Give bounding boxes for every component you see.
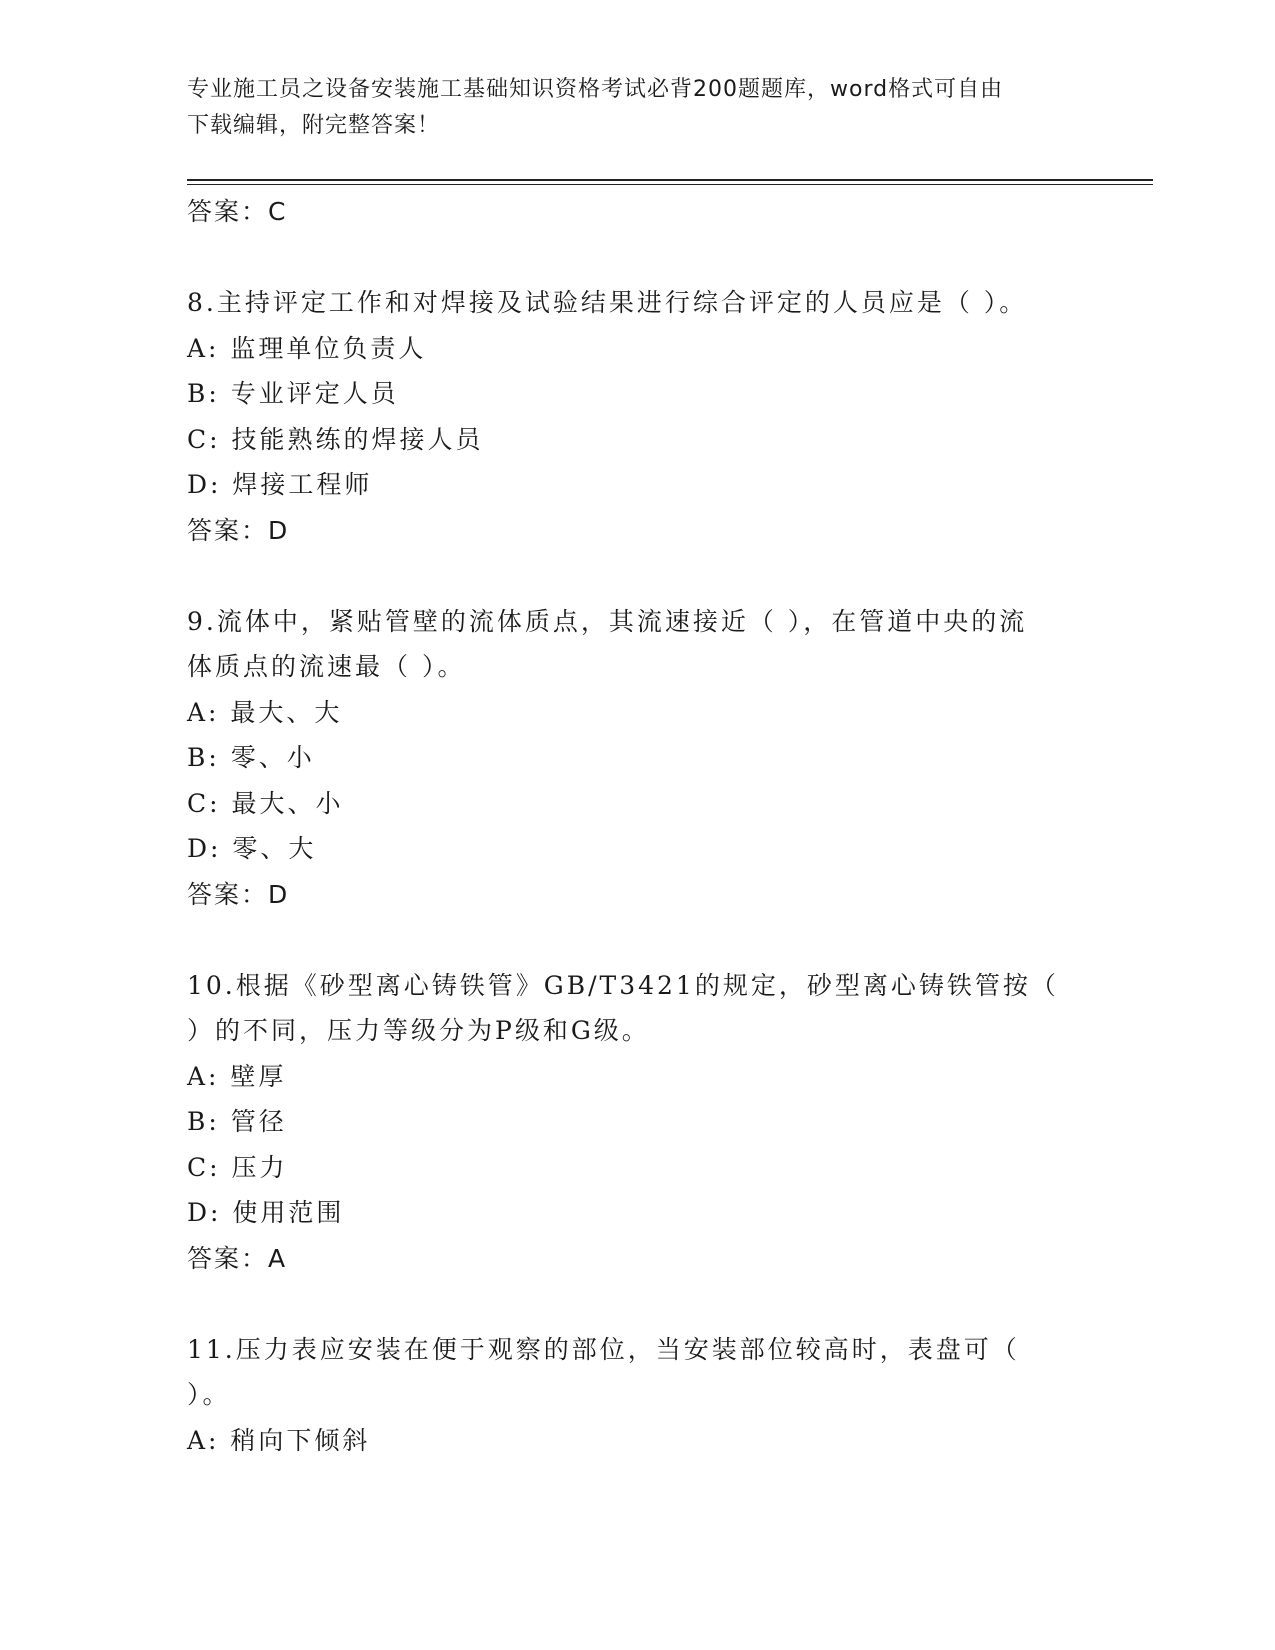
spacer [187, 917, 1087, 963]
question-stem: 11.压力表应安装在便于观察的部位，当安装部位较高时，表盘可（ [187, 1334, 1020, 1364]
option-a: A: 监理单位负责人 [187, 333, 427, 363]
option-a: A: 最大、大 [187, 697, 343, 727]
spacer [187, 235, 1087, 281]
option-c: C: 技能熟练的焊接人员 [187, 424, 484, 454]
spacer [187, 553, 1087, 599]
answer-line: 答案：D [187, 515, 290, 545]
question-stem-continued: 体质点的流速最（ ）。 [187, 652, 466, 681]
answer-line: 答案：D [187, 879, 290, 909]
option-d: D: 使用范围 [187, 1198, 345, 1227]
question-block [187, 1327, 1087, 1464]
question-stem: 10.根据《砂型离心铸铁管》GB/T3421的规定，砂型离心铸铁管按（ [187, 970, 1059, 1000]
spacer [187, 1281, 1087, 1327]
option-c: C: 压力 [187, 1152, 288, 1182]
option-a: A: 壁厚 [187, 1061, 287, 1091]
document-header [187, 72, 1087, 144]
header-divider-thick [187, 179, 1153, 181]
previous-answer: 答案：C [187, 197, 288, 226]
option-d: D: 零、大 [187, 834, 317, 863]
option-b: B: 专业评定人员 [187, 379, 399, 408]
option-b: B: 管径 [187, 1107, 287, 1136]
question-stem-continued: ）的不同，压力等级分为P级和G级。 [187, 1016, 650, 1045]
header-divider-thin [187, 184, 1153, 185]
question-block [187, 280, 1087, 553]
question-stem: 8.主持评定工作和对焊接及试验结果进行综合评定的人员应是（ ）。 [187, 288, 1028, 317]
header-line-1: 专业施工员之设备安装施工基础知识资格考试必背200题题库，word格式可自由 [187, 77, 1004, 102]
question-list [187, 189, 1087, 1463]
question-stem-continued: ）。 [187, 1380, 231, 1409]
question-block [187, 599, 1087, 918]
answer-line: 答案：A [187, 1243, 288, 1273]
option-a: A: 稍向下倾斜 [187, 1425, 371, 1455]
option-c: C: 最大、小 [187, 788, 344, 818]
question-stem: 9.流体中，紧贴管壁的流体质点，其流速接近（ ），在管道中央的流 [187, 606, 1028, 636]
question-block [187, 963, 1087, 1282]
option-b: B: 零、小 [187, 743, 315, 772]
option-d: D: 焊接工程师 [187, 470, 373, 499]
header-line-2: 下载编辑，附完整答案！ [187, 113, 441, 138]
